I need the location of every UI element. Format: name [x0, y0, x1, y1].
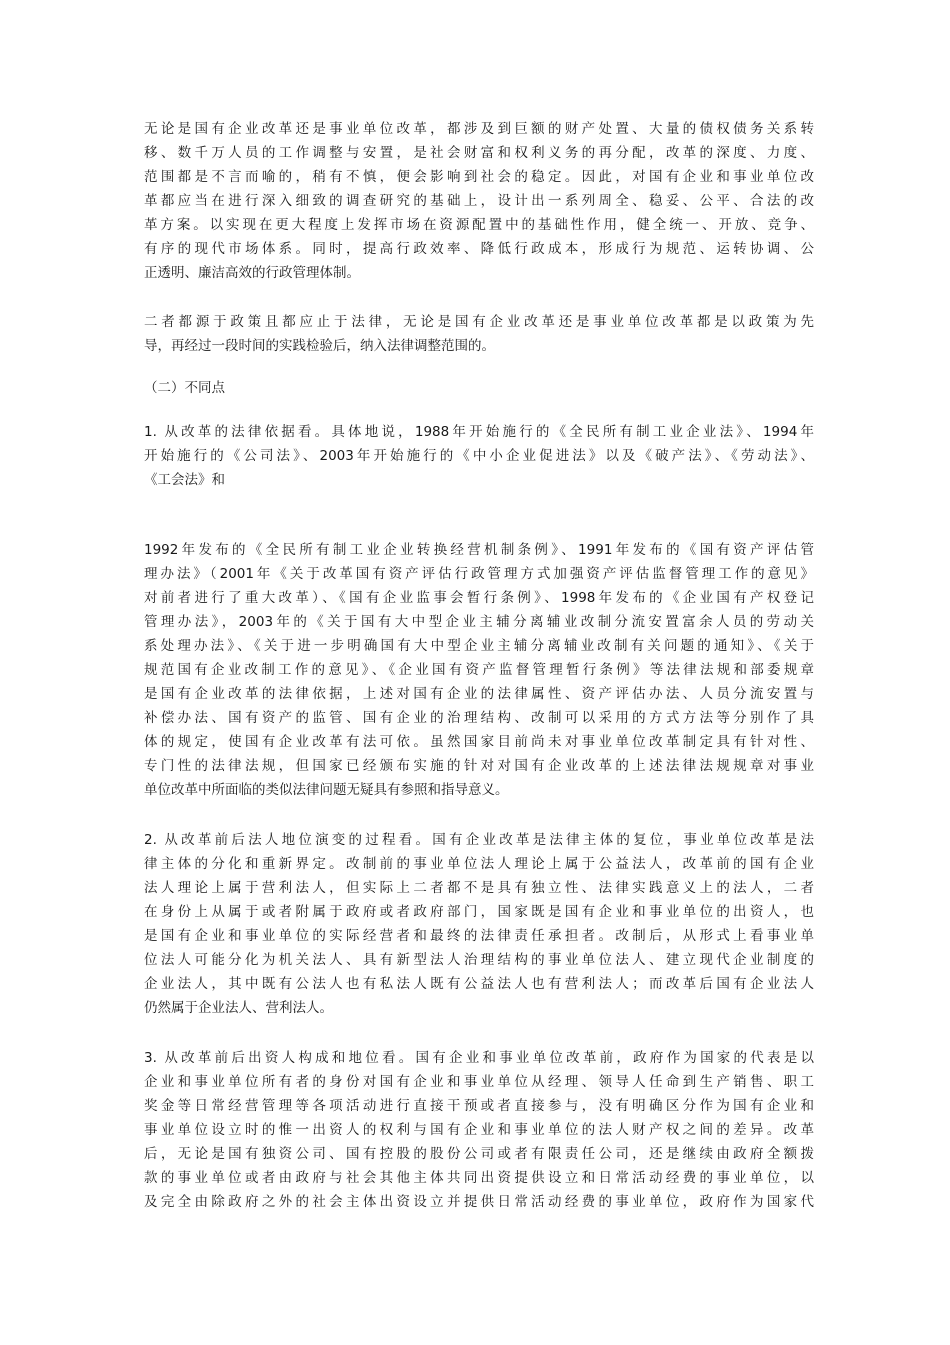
text-line: 系处理办法》、《关于进一步明确国有大中型企业主辅分离辅业改制有关问题的通知》、《关于	[144, 638, 814, 654]
text-line: 无论是国有企业改革还是事业单位改革，都涉及到巨额的财产处置、大量的债权债务关系转	[144, 121, 814, 137]
text-line: 企业和事业单位所有者的身份对国有企业和事业单位从经理、领导人任命到生产销售、职工	[144, 1074, 814, 1090]
text-line: 3. 从改革前后出资人构成和地位看。国有企业和事业单位改革前，政府作为国家的代表是以	[144, 1050, 814, 1066]
text-line: 2. 从改革前后法人地位演变的过程看。国有企业改革是法律主体的复位，事业单位改革是法	[144, 832, 814, 848]
text-line: 革方案。以实现在更大程度上发挥市场在资源配置中的基础性作用，健全统一、开放、竞争、	[144, 217, 814, 233]
text-line: 单位改革中所面临的类似法律问题无疑具有参照和指导意义。	[144, 782, 509, 798]
text-line: 事业单位设立时的惟一出资人的权利与国有企业和事业单位的法人财产权之间的差异。改革	[144, 1122, 814, 1138]
text-line: 《工会法》和	[144, 472, 225, 488]
text-line: 法人理论上属于营利法人，但实际上二者都不是具有独立性、法律实践意义上的法人，二者	[144, 880, 814, 896]
text-line: 后，无论是国有独资公司、国有控股的股份公司或者有限责任公司，还是继续由政府全额拨	[144, 1146, 814, 1162]
text-line: 有序的现代市场体系。同时，提高行政效率、降低行政成本，形成行为规范、运转协调、公	[144, 241, 814, 257]
text-line: 体的规定，使国有企业改革有法可依。虽然国家目前尚未对事业单位改革制定具有针对性、	[144, 734, 814, 750]
text-line: 仍然属于企业法人、营利法人。	[144, 1000, 333, 1016]
text-line: 理办法》（2001年《关于改革国有资产评估行政管理方式加强资产评估监督管理工作的意见》	[144, 566, 814, 582]
text-line: 是国有企业改革的法律依据，上述对国有企业的法律属性、资产评估办法、人员分流安置与	[144, 686, 814, 702]
text-line: 及完全由除政府之外的社会主体出资设立并提供日常活动经费的事业单位，政府作为国家代	[144, 1194, 814, 1210]
text-line: 是国有企业和事业单位的实际经营者和最终的法律责任承担者。改制后，从形式上看事业单	[144, 928, 814, 944]
text-line: 二者都源于政策且都应止于法律，无论是国有企业改革还是事业单位改革都是以政策为先	[144, 314, 814, 330]
text-line: 专门性的法律法规，但国家已经颁布实施的针对对国有企业改革的上述法律法规规章对事业	[144, 758, 814, 774]
text-line: 在身份上从属于或者附属于政府或者政府部门，国家既是国有企业和事业单位的出资人，也	[144, 904, 814, 920]
text-line: 开始施行的《公司法》、2003年开始施行的《中小企业促进法》以及《破产法》、《劳动法》、	[144, 448, 814, 464]
text-line: 1992年发布的《全民所有制工业企业转换经营机制条例》、1991年发布的《国有资产评估管	[144, 542, 814, 558]
text-line: 款的事业单位或者由政府与社会其他主体共同出资提供设立和日常活动经费的事业单位，以	[144, 1170, 814, 1186]
text-line: 企业法人，其中既有公法人也有私法人既有公益法人也有营利法人；而改革后国有企业法人	[144, 976, 814, 992]
heading-differences: （二）不同点	[144, 380, 225, 396]
text-line: 导，再经过一段时间的实践检验后，纳入法律调整范围的。	[144, 338, 495, 354]
text-line: 律主体的分化和重新界定。改制前的事业单位法人理论上属于公益法人，改革前的国有企业	[144, 856, 814, 872]
text-line: 位法人可能分化为机关法人、具有新型法人治理结构的事业单位法人、建立现代企业制度的	[144, 952, 814, 968]
text-line: 正透明、廉洁高效的行政管理体制。	[144, 265, 360, 281]
text-line: 管理办法》，2003年的《关于国有大中型企业主辅分离辅业改制分流安置富余人员的劳动关	[144, 614, 814, 630]
text-line: 对前者进行了重大改革）、《国有企业监事会暂行条例》、1998年发布的《企业国有产权登记	[144, 590, 814, 606]
text-line: 移、数千万人员的工作调整与安置，是社会财富和权利义务的再分配，改革的深度、力度、	[144, 145, 814, 161]
text-line: 补偿办法、国有资产的监管、国有企业的治理结构、改制可以采用的方式方法等分别作了具	[144, 710, 814, 726]
text-line: 奖金等日常经营管理等各项活动进行直接干预或者直接参与，没有明确区分作为国有企业和	[144, 1098, 814, 1114]
text-line: 规范国有企业改制工作的意见》、《企业国有资产监督管理暂行条例》等法律法规和部委规章	[144, 662, 814, 678]
text-line: 范围都是不言而喻的，稍有不慎，便会影响到社会的稳定。因此，对国有企业和事业单位改	[144, 169, 814, 185]
text-line: 1. 从改革的法律依据看。具体地说，1988年开始施行的《全民所有制工业企业法》、1994年	[144, 424, 814, 440]
text-line: 革都应当在进行深入细致的调查研究的基础上，设计出一系列周全、稳妥、公平、合法的改	[144, 193, 814, 209]
